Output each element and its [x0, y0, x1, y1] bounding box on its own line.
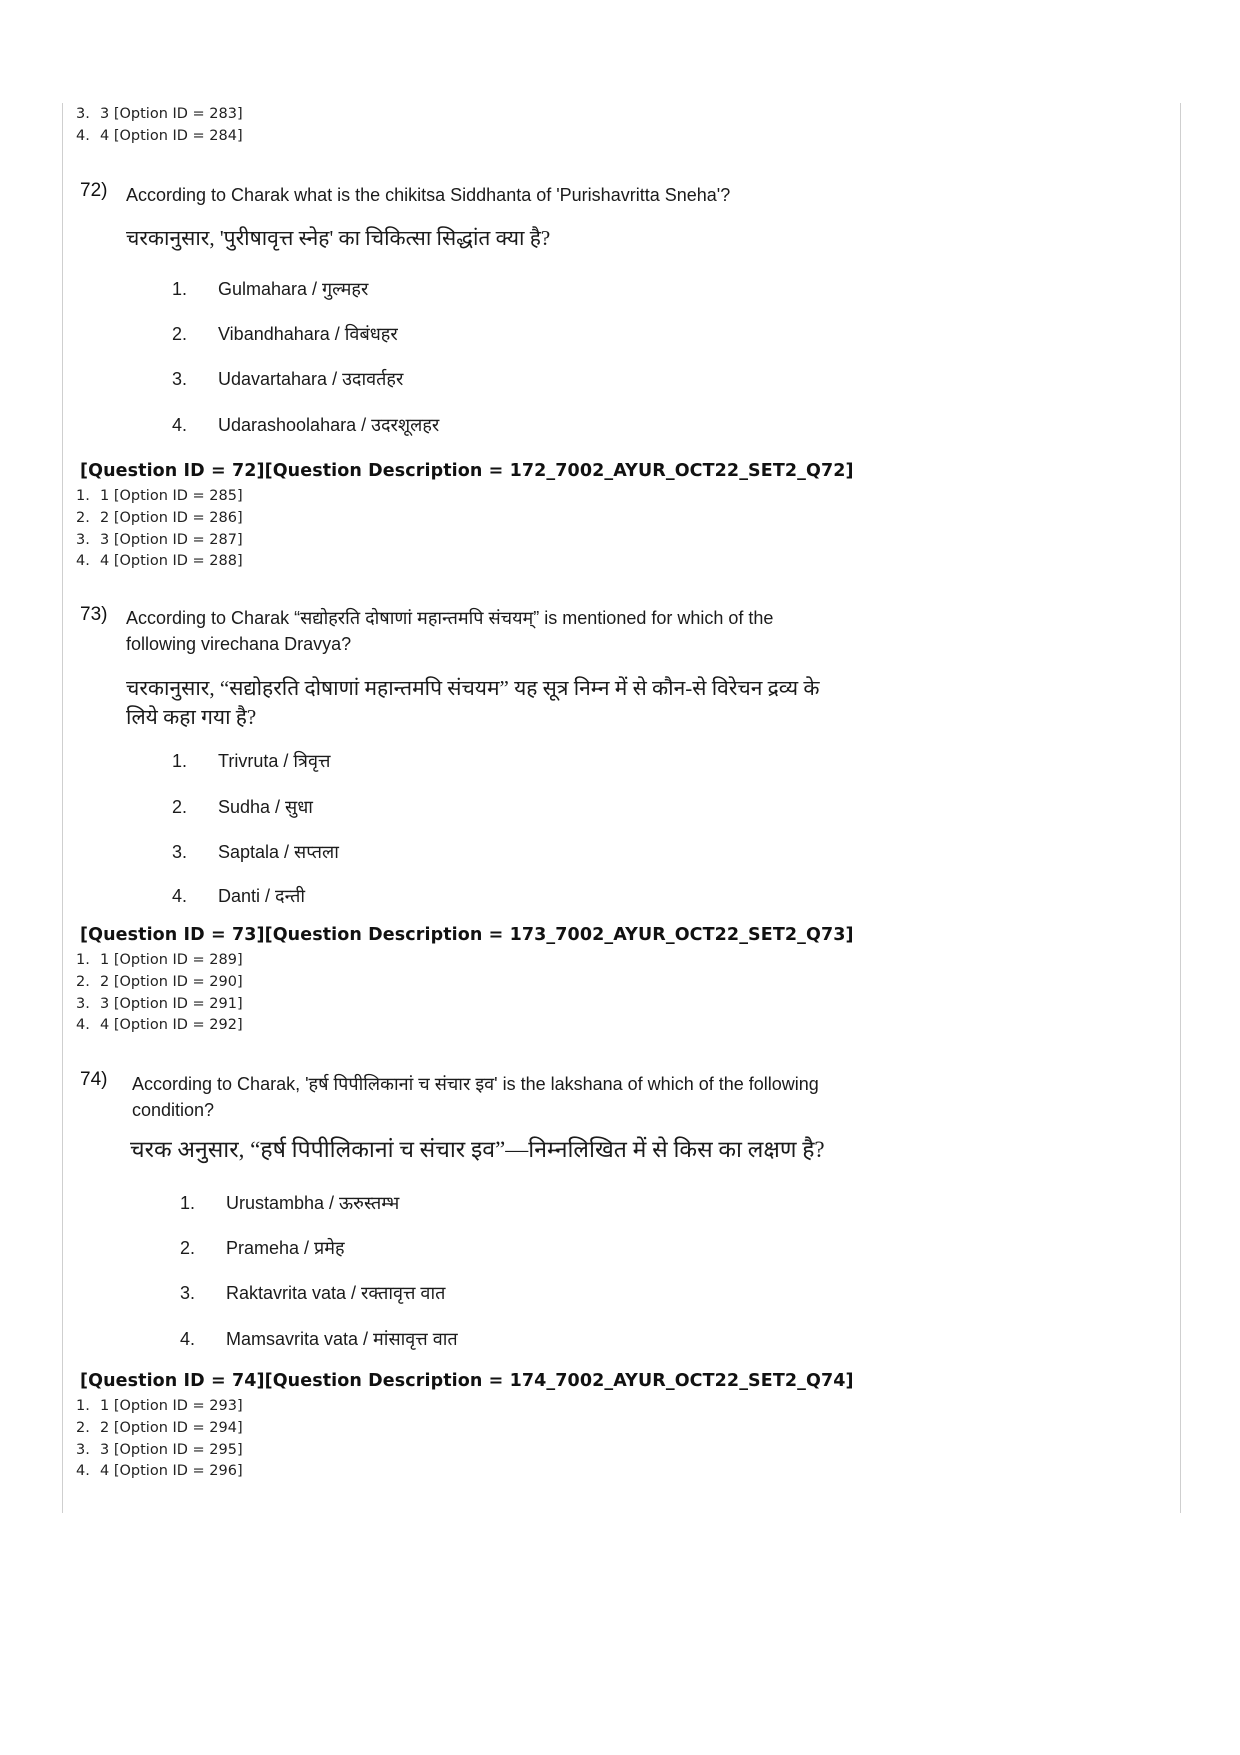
question-text-hindi: चरकानुसार, “सद्योहरति दोषाणां महान्तमपि संचयम” यह सूत्र निम्न में से कौन-से विरेचन द्रव्य के लिये कहा गया है?	[126, 676, 820, 729]
option-id-list	[76, 1396, 243, 1483]
answer-choice: 3. Raktavrita vata / रक्तावृत्त वात	[180, 1283, 446, 1303]
question-text-english: According to Charak what is the chikitsa Siddhanta of 'Purishavritta Sneha'?	[126, 185, 731, 205]
question-id-line: [Question ID = 74][Question Description = 174_7002_AYUR_OCT22_SET2_Q74]	[80, 1371, 854, 1391]
option-line: 1. 1 [Option ID = 285]	[76, 488, 243, 504]
option-id-list	[76, 950, 243, 1037]
answer-choice: 1. Gulmahara / गुल्महर	[172, 279, 369, 299]
option-line: 3. 3 [Option ID = 295]	[76, 1441, 243, 1458]
previous-question-options	[76, 104, 243, 148]
answer-choice: 1. Urustambha / ऊरुस्तम्भ	[180, 1193, 400, 1213]
option-line: 3. 3 [Option ID = 287]	[76, 531, 243, 548]
question-text-hindi: चरक अनुसार, “हर्ष पिपीलिकानां च संचार इव”—निम्नलिखित में से किस का लक्षण है?	[130, 1137, 825, 1162]
option-line: 2. 2 [Option ID = 286]	[76, 509, 243, 526]
question-number: 74)	[80, 1069, 108, 1090]
answer-choice: 2. Vibandhahara / विबंधहर	[172, 324, 398, 344]
option-line: 4. 4 [Option ID = 288]	[76, 553, 243, 570]
option-id-list	[76, 486, 243, 573]
question-id-line: [Question ID = 72][Question Description = 172_7002_AYUR_OCT22_SET2_Q72]	[80, 461, 854, 481]
option-line: 4. 4 [Option ID = 296]	[76, 1463, 243, 1480]
option-line: 1. 1 [Option ID = 289]	[76, 952, 243, 968]
question-text-english: According to Charak, 'हर्ष पिपीलिकानां च संचार इव' is the lakshana of which of the following condition?	[132, 1074, 819, 1120]
answer-choice: 1. Trivruta / त्रिवृत्त	[172, 751, 331, 771]
question-text-hindi: चरकानुसार, 'पुरीषावृत्त स्नेह' का चिकित्सा सिद्धांत क्या है?	[126, 226, 551, 250]
option-line: 4. 4 [Option ID = 292]	[76, 1017, 243, 1034]
left-margin-line	[62, 103, 63, 1513]
question-id-line: [Question ID = 73][Question Description = 173_7002_AYUR_OCT22_SET2_Q73]	[80, 925, 854, 945]
question-number: 73)	[80, 604, 108, 625]
option-line: 4. 4 [Option ID = 284]	[76, 127, 243, 144]
option-line: 3. 3 [Option ID = 283]	[76, 106, 243, 122]
answer-choice: 2. Prameha / प्रमेह	[180, 1238, 345, 1258]
question-text-english: According to Charak “सद्योहरति दोषाणां महान्तमपि संचयम्” is mentioned for which of the following virechana Dravya?	[126, 608, 774, 654]
option-line: 2. 2 [Option ID = 294]	[76, 1419, 243, 1436]
option-line: 3. 3 [Option ID = 291]	[76, 995, 243, 1012]
option-line: 2. 2 [Option ID = 290]	[76, 973, 243, 990]
question-number: 72)	[80, 180, 108, 201]
answer-choice: 3. Udavartahara / उदावर्तहर	[172, 369, 404, 389]
answer-choice: 4. Mamsavrita vata / मांसावृत्त वात	[180, 1329, 458, 1349]
answer-choice: 4. Udarashoolahara / उदरशूलहर	[172, 415, 440, 435]
option-line: 1. 1 [Option ID = 293]	[76, 1398, 243, 1414]
answer-choice: 4. Danti / दन्ती	[172, 886, 306, 906]
answer-choice: 3. Saptala / सप्तला	[172, 842, 339, 862]
right-margin-line	[1180, 103, 1181, 1513]
answer-choice: 2. Sudha / सुधा	[172, 797, 313, 817]
